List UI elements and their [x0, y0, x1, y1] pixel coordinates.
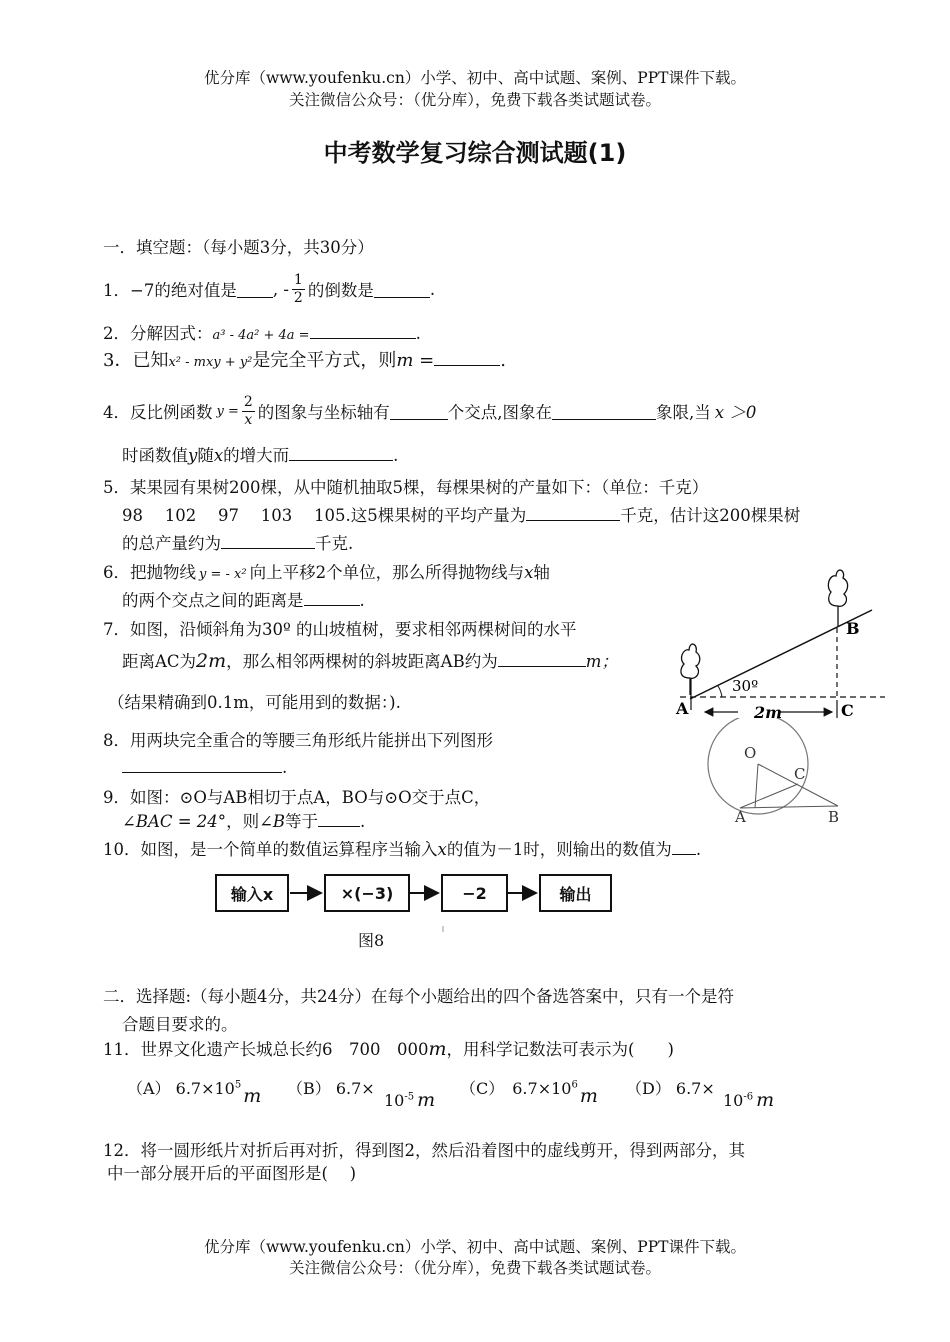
question-4: 4．反比例函数 y = $\frac{2}{x}$ 的图象与坐标轴有 个交点,图象在 象限,当 x ＞0: [103, 393, 757, 428]
math-expression: a³ - 4a² + 4a =: [212, 328, 310, 343]
section2-heading: 二．选择题:（每小题4分，共24分）在每个小题给出的四个备选答案中，只有一个是符: [103, 987, 735, 1006]
question-7-line-2: 距离AC为2m，那么相邻两棵树的斜坡距离AB约为 m；: [122, 650, 618, 672]
point-label-b: B: [828, 808, 840, 826]
point-label-b: B: [846, 619, 860, 638]
flow-box-output: 输出: [539, 874, 612, 912]
section1-heading: 一．填空题：（每小题3分，共30分）: [103, 238, 374, 257]
question-8-line-2: .: [122, 756, 287, 777]
question-9: 9．如图：⊙O与AB相切于点A，BO与⊙O交于点C，: [103, 788, 491, 807]
fraction: $\frac{1}{2}$: [293, 271, 303, 306]
question-4-line-2: 时函数值y随x的增大而 .: [122, 446, 399, 465]
question-9-line-2: ∠BAC = 24°，则∠B等于 .: [122, 812, 366, 831]
point-label-c: C: [794, 765, 806, 783]
point-label-a: A: [735, 808, 746, 826]
question-6-line-2: 的两个交点之间的距离是 .: [122, 591, 365, 610]
question-7-line-3: （结果精确到0.1m，可能用到的数据：).: [108, 693, 401, 712]
tree-icon: [681, 644, 700, 695]
question-6: 6．把抛物线 y = - x² 向上平移2个单位，那么所得抛物线与x轴: [103, 563, 550, 582]
question-5-line-3: 的总产量约为 千克.: [122, 534, 354, 553]
flow-box-multiply: ×(−3): [324, 874, 410, 912]
question-8: 8．用两块完全重合的等腰三角形纸片能拼出下列图形: [103, 731, 493, 750]
question-12-line-2: 中一部分展开后的平面图形是( ): [107, 1164, 357, 1183]
question-10: 10．如图，是一个简单的数值运算程序当输入x的值为－1时，则输出的数值为 .: [103, 840, 702, 859]
question-7: 7．如图，沿倾斜角为30º 的山坡植树，要求相邻两棵树间的水平: [103, 620, 577, 639]
section2-heading-line-2: 合题目要求的。: [122, 1015, 238, 1034]
option-d[interactable]: （D） 6.7×: [626, 1079, 715, 1098]
flow-box-subtract: −2: [441, 874, 508, 912]
option-b[interactable]: （B） 6.7×: [287, 1079, 375, 1098]
point-label-o: O: [744, 744, 757, 762]
option-a[interactable]: （A） $6.7\times 10^5$ m: [127, 1079, 262, 1107]
question-12: 12．将一圆形纸片对折后再对折，得到图2，然后沿着图中的虚线剪开，得到两部分，其: [103, 1141, 745, 1160]
question-3: 3．已知x² - mxy + y²是完全平方式，则m = .: [103, 350, 506, 371]
tree-icon: [828, 570, 847, 626]
option-d-value: $10^{-6}$ m: [723, 1089, 775, 1111]
slope-line: [690, 610, 872, 699]
footer-line-2: 关注微信公众号：（优分库），免费下载各类试题试卷。: [288, 1259, 661, 1277]
question-2: 2．分解因式：a³ - 4a² + 4a = .: [103, 324, 421, 343]
page-title: 中考数学复习综合测试题(1): [323, 139, 627, 167]
question-1: 1．−7的绝对值是 , - $\frac{1}{2}$ 的倒数是 .: [103, 271, 436, 306]
header-line-1: 优分库（www.youfenku.cn）小学、初中、高中试题、案例、PPT课件下载。: [203, 69, 747, 87]
option-c[interactable]: （C） $6.7\times 10^6$ m: [460, 1079, 598, 1107]
angle-label: 30º: [732, 677, 759, 695]
option-b-value: $10^{-5}$ m: [384, 1089, 436, 1111]
question-5: 5．某果园有果树200棵，从中随机抽取5棵，每棵果树的产量如下：（单位：千克）: [103, 478, 709, 497]
question-11: 11．世界文化遗产长城总长约6 700 000m，用科学记数法可表示为( ): [103, 1038, 674, 1060]
slope-figure: [660, 560, 890, 730]
flow-box-input: 输入x: [215, 874, 289, 912]
point-label-a: A: [676, 699, 689, 718]
distance-label: 2m: [754, 703, 783, 722]
header-line-2: 关注微信公众号：（优分库），免费下载各类试题试卷。: [288, 91, 661, 109]
figure-caption: 图8: [358, 931, 385, 950]
circle-tangent-figure: [700, 718, 880, 833]
footer-line-1: 优分库（www.youfenku.cn）小学、初中、高中试题、案例、PPT课件下载。: [203, 1238, 747, 1256]
point-label-c: C: [841, 701, 854, 720]
question-5-line-2: 98 102 97 103 105.这5棵果树的平均产量为 千克，估计这200棵果树: [122, 506, 801, 525]
math-expression: x² - mxy + y²: [168, 355, 253, 370]
